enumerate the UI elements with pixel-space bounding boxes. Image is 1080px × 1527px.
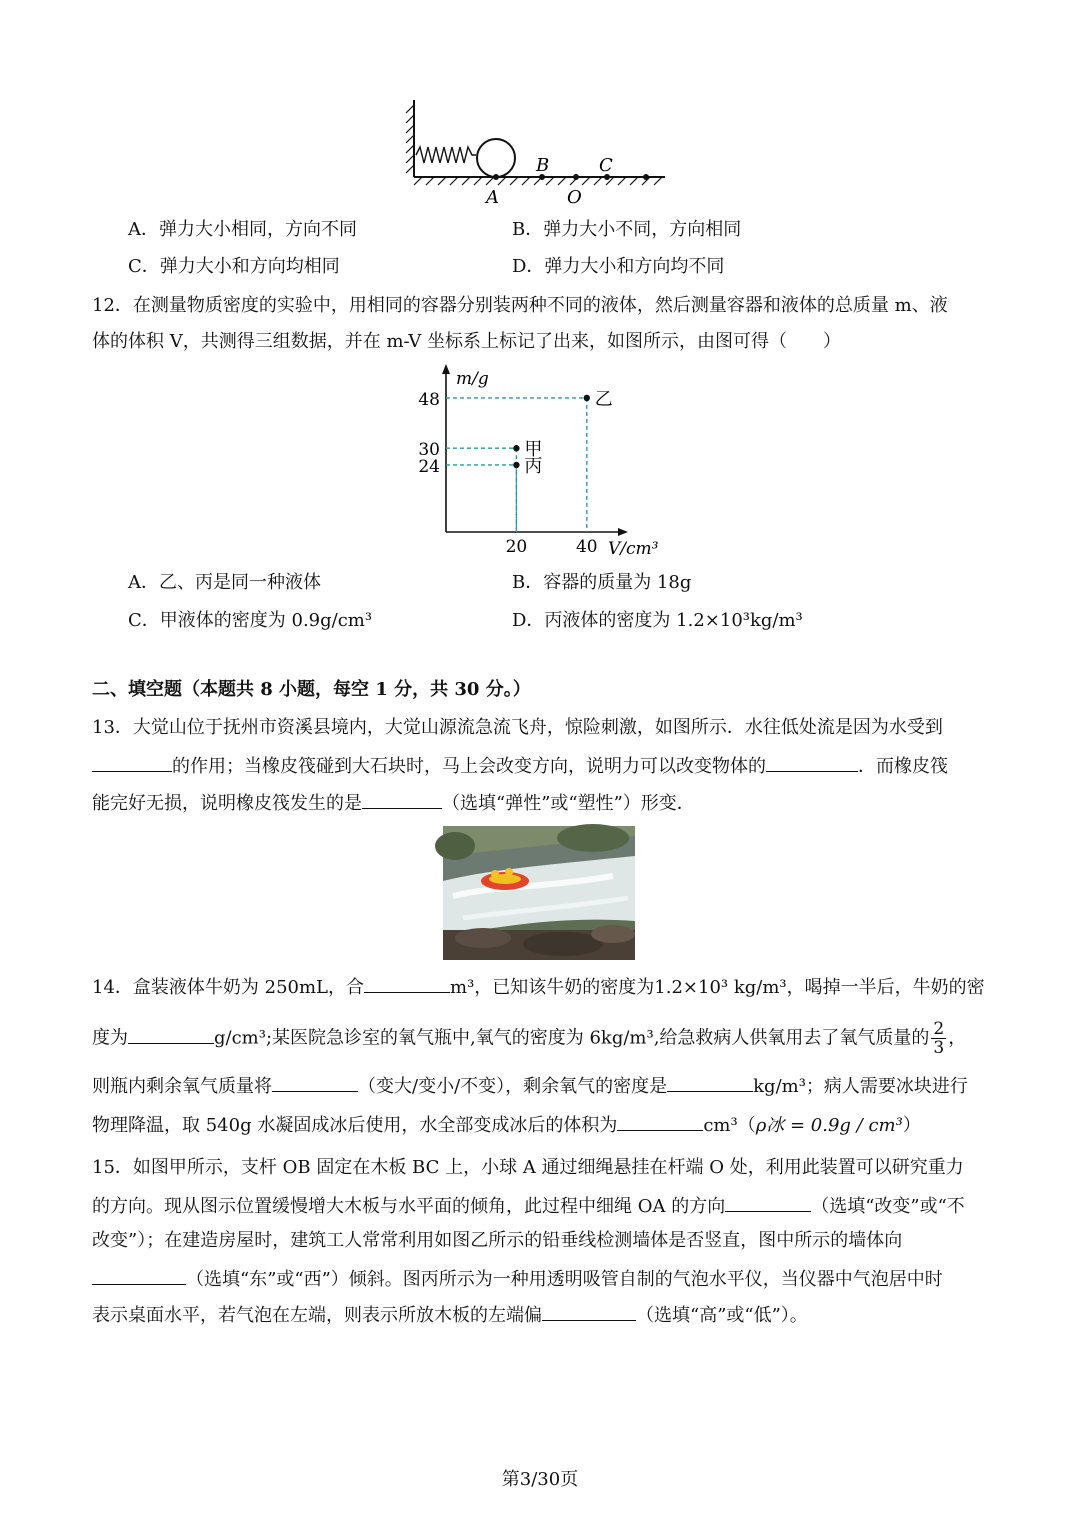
q12-option-d: D．丙液体的密度为 1.2×10³kg/m³ [512, 610, 803, 631]
mv-chart [400, 360, 659, 560]
q12-option-b: B．容器的质量为 18g [512, 572, 692, 593]
q11-option-b: B．弹力大小不同，方向相同 [512, 219, 742, 240]
q11-option-a: A．弹力大小相同，方向不同 [128, 219, 357, 240]
ice-density: ρ冰 = 0.9g / cm³ [755, 1115, 903, 1136]
answer-blank[interactable] [617, 1112, 703, 1131]
q11-option-d: D．弹力大小和方向均不同 [512, 256, 725, 277]
q15-line5: 表示桌面水平，若气泡在左端，则表示所放木板的左端偏 （选填“高”或“低”）。 [92, 1302, 808, 1328]
answer-blank[interactable] [128, 1025, 214, 1044]
answer-blank[interactable] [542, 1302, 636, 1321]
point-label-乙: 乙 [594, 388, 613, 410]
answer-blank[interactable] [92, 753, 172, 772]
answer-blank[interactable] [362, 790, 442, 809]
q12-option-c: C．甲液体的密度为 0.9g/cm³ [128, 610, 373, 631]
q12-stem-line2: 体的体积 V，共测得三组数据，并在 m-V 坐标系上标记了出来，如图所示，由图可得（ ） [92, 331, 841, 352]
label-a: A [486, 187, 499, 208]
answer-blank[interactable] [725, 1193, 811, 1212]
q14-line1: 14．盒装液体牛奶为 250mL，合 m³，已知该牛奶的密度为1.2×10³ kg/m³，喝掉一半后，牛奶的密 [92, 974, 985, 1000]
x-axis-label: V/cm³ [608, 539, 659, 559]
q12-stem-line1: 12．在测量物质密度的实验中，用相同的容器分别装两种不同的液体，然后测量容器和液体的总质量 m、液 [92, 295, 948, 316]
label-c: C [599, 155, 613, 176]
label-o: O [567, 187, 582, 208]
q15-line1: 15．如图甲所示，支杆 OB 固定在木板 BC 上，小球 A 通过细绳悬挂在杆端 O 处，利用此装置可以研究重力 [92, 1157, 964, 1178]
fraction-two-thirds: $\frac{2}{3}$ [933, 1019, 945, 1058]
rafting-photo [443, 826, 635, 960]
x-axis-arrow [618, 528, 628, 536]
x-tick-20: 20 [505, 537, 528, 557]
q11-option-c: C．弹力大小和方向均相同 [128, 256, 340, 277]
point-label-甲: 甲 [524, 439, 543, 461]
answer-blank[interactable] [667, 1073, 753, 1092]
answer-blank[interactable] [766, 753, 858, 772]
q13-line2: 的作用；当橡皮筏碰到大石块时，马上会改变方向，说明力可以改变物体的 ．而橡皮筏 [92, 753, 948, 779]
answer-blank[interactable] [272, 1073, 358, 1092]
q13-line1: 13．大觉山位于抚州市资溪县境内，大觉山源流急流飞舟，惊险刺激，如图所示．水往低处流是因为水受到 [92, 717, 943, 738]
y-axis-arrow [442, 364, 450, 374]
data-point-乙 [584, 395, 590, 401]
q15-line4: （选填“东”或“西”）倾斜。图丙所示为一种用透明吸管自制的气泡水平仪，当仪器中气泡居中时 [92, 1266, 943, 1292]
data-point-甲 [513, 445, 519, 451]
answer-blank[interactable] [92, 1266, 186, 1285]
answer-blank[interactable] [364, 974, 450, 993]
q14-line4: 物理降温，取 540g 水凝固成冰后使用，水全部变成冰后的体积为 cm³（ρ冰 = 0.9g / cm³） [92, 1112, 921, 1138]
label-b: B [536, 155, 550, 176]
q12-option-a: A．乙、丙是同一种液体 [128, 572, 321, 593]
spring [416, 147, 476, 163]
q15-line3: 改变”）；在建造房屋时，建筑工人常常利用如图乙所示的铅垂线检测墙体是否竖直，图中所示的墙体向 [92, 1230, 903, 1251]
q14-line3: 则瓶内剩余氧气质量将 （变大/变小/不变），剩余氧气的密度是 kg/m³；病人需要冰块进行 [92, 1073, 968, 1099]
section-2-title: 二、填空题（本题共 8 小题，每空 1 分，共 30 分。） [92, 679, 531, 700]
ball [477, 139, 515, 177]
point-label-丙: 丙 [524, 455, 543, 477]
page-number: 第3/30页 [501, 1469, 579, 1490]
y-tick-30: 30 [418, 440, 440, 461]
data-point-丙 [513, 462, 519, 468]
q15-line2: 的方向。现从图示位置缓慢增大木板与水平面的倾角，此过程中细绳 OA 的方向 （选填“改变”或“不 [92, 1193, 965, 1219]
y-tick-48: 48 [418, 389, 440, 410]
x-tick-40: 40 [575, 537, 598, 557]
y-axis-label: m/g [456, 369, 489, 389]
q13-line3: 能完好无损，说明橡皮筏发生的是 （选填“弹性”或“塑性”）形变． [92, 790, 695, 816]
q14-line2: 度为 g/cm³;某医院急诊室的氧气瓶中,氧气的密度为 6kg/m³,给急救病人供氧用去了氧气质量的 $\frac{2}{3}$ ， [92, 1019, 967, 1058]
y-tick-24: 24 [418, 456, 440, 477]
q11-spring-figure [400, 95, 680, 210]
